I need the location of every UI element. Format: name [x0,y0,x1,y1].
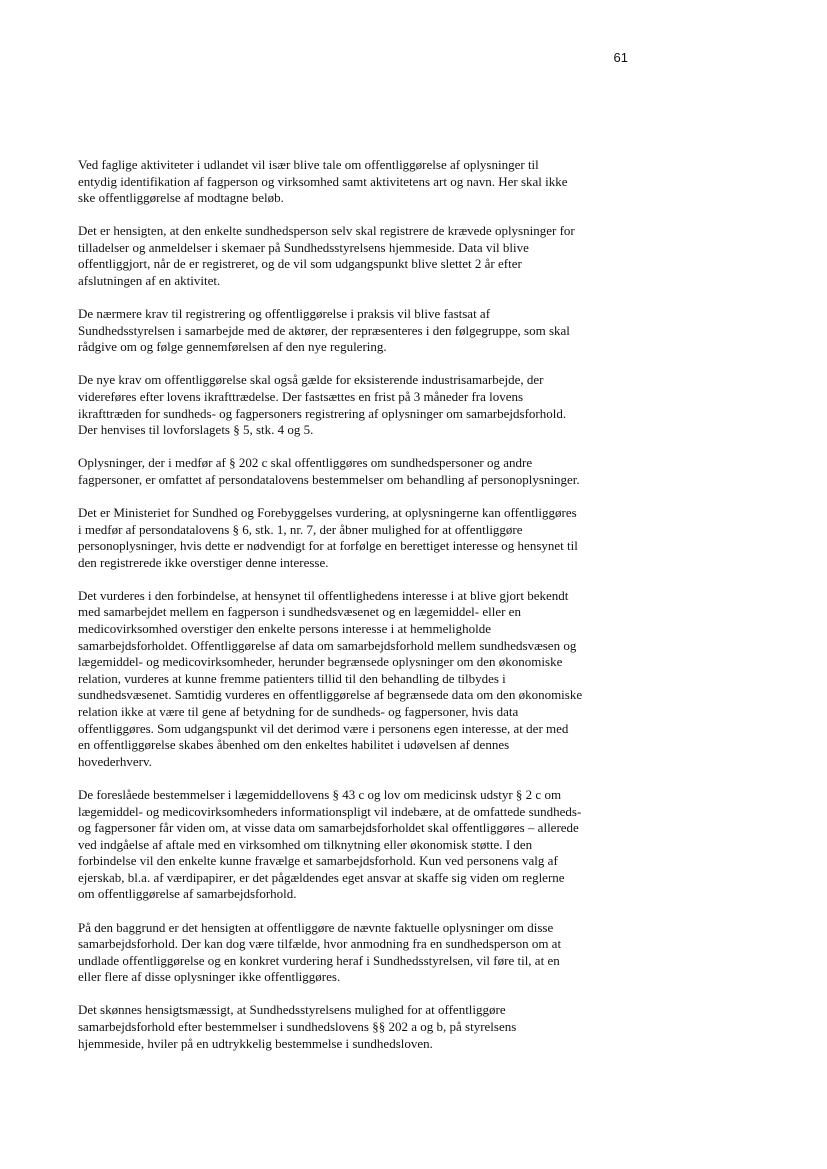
text-line: Det vurderes i den forbindelse, at hensynet til offentlighedens interesse i at blive gjort bekendt [78,587,569,603]
text-line: På den baggrund er det hensigten at offentliggøre de nævnte faktuelle oplysninger om disse [78,919,554,935]
text-line: sundhedsvæsenet. Samtidig vurderes en offentliggørelse af begrænsede data om den økonomiske [78,687,583,703]
text-line: relation, vurderes at kunne fremme patienters tillid til den behandling de tilbydes i [78,670,506,686]
text-line: samarbejdsforhold. Der kan dog være tilfælde, hvor anmodning fra en sundhedsperson om at [78,936,562,952]
text-line: rådgive om og følge gennemførelsen af den nye regulering. [78,339,387,355]
text-line: samarbejdsforhold efter bestemmelser i sundhedslovens §§ 202 a og b, på styrelsens [78,1019,517,1035]
paragraph-public-interest [78,588,620,771]
text-line: hjemmeside, hviler på en udtrykkelig bestemmelse i sundhedsloven. [78,1035,433,1051]
paragraph-self-registration [78,223,620,289]
page-number: 61 [613,50,628,65]
paragraph-background [78,920,620,986]
text-line: ved indgåelse af aftale med en virksomhed om tilknytning eller økonomisk støtte. I den [78,836,533,852]
paragraph-expedient [78,1002,620,1052]
text-line: lægemiddel- og medicovirksomheders informationspligt vil indebære, at de omfattede sundheds- [78,803,582,819]
text-line: forbindelse vil den enkelte kunne fravælge et samarbejdsforhold. Kun ved personens valg af [78,853,558,869]
text-line: afslutningen af en aktivitet. [78,273,221,289]
text-line: ikrafttræden for sundheds- og fagpersoners registrering af oplysninger om samarbejdsforhold. [78,405,567,421]
paragraph-personal-data-law [78,455,620,488]
text-line: Det er hensigten, at den enkelte sundhedsperson selv skal registrere de krævede oplysninger for [78,223,575,239]
text-line: ske offentliggørelse af modtagne beløb. [78,190,284,206]
text-line: De nærmere krav til registrering og offentliggørelse i praksis vil blive fastsat af [78,306,491,322]
paragraph-detailed-requirements [78,306,620,356]
text-line: eller flere af disse oplysninger ikke offentliggøres. [78,969,341,985]
paragraph-ministry-assessment [78,505,620,571]
text-line: personoplysninger, hvis dette er nødvendigt for at forfølge en berettiget interesse og hensynet til [78,538,578,554]
text-line: tilladelser og anmeldelser i skemaer på Sundhedsstyrelsens hjemmeside. Data vil blive [78,239,529,255]
text-line: offentliggjort, når de er registreret, og de vil som udgangspunkt blive slettet 2 år efter [78,256,522,272]
text-line: samarbejdsforholdet. Offentliggørelse af data om samarbejdsforhold mellem sundhedsvæsen og [78,637,577,653]
paragraph-proposed-provisions [78,787,620,903]
text-line: undlade offentliggørelse og en konkret vurdering heraf i Sundhedsstyrelsen, vil føre til, at en [78,952,560,968]
text-line: offentliggøres. Som udgangspunkt vil det derimod være i personens egen interesse, at der med [78,720,569,736]
text-line: fagpersoner, er omfattet af persondatalovens bestemmelser om behandling af personoplysninger. [78,471,580,487]
text-line: Sundhedsstyrelsen i samarbejde med de aktører, der repræsenteres i den følgegruppe, som skal [78,322,570,338]
text-line: Det skønnes hensigtsmæssigt, at Sundhedsstyrelsens mulighed for at offentliggøre [78,1002,506,1018]
text-line: Der henvises til lovforslagets § 5, stk. 4 og 5. [78,422,314,438]
text-line: relation ikke at være til gene af betydning for de sundheds- og fagpersoner, hvis data [78,704,519,720]
body-text [78,157,620,1069]
text-line: entydig identifikation af fagperson og virksomhed samt aktivitetens art og navn. Her skal ikke [78,173,568,189]
text-line: og fagpersoner får viden om, at visse data om samarbejdsforholdet skal offentliggøres – allerede [78,820,579,836]
text-line: den registrerede ikke overstiger denne interesse. [78,554,329,570]
paragraph-foreign-activities [78,157,620,207]
text-line: om offentliggørelse af samarbejdsforhold. [78,886,297,902]
text-line: hovederhverv. [78,753,152,769]
text-line: ejerskab, bl.a. af værdipapirer, er det pågældendes eget ansvar at skaffe sig viden om reglerne [78,869,565,885]
text-line: videreføres efter lovens ikrafttrædelse. Der fastsættes en frist på 3 måneder fra lovens [78,389,524,405]
text-line: en offentliggørelse skabes åbenhed om den enkeltes habilitet i udøvelsen af dennes [78,737,510,753]
text-line: Ved faglige aktiviteter i udlandet vil især blive tale om offentliggørelse af oplysninger til [78,157,539,172]
text-line: medicovirksomhed overstiger den enkelte persons interesse i at hemmeligholde [78,621,491,637]
text-line: De nye krav om offentliggørelse skal også gælde for eksisterende industrisamarbejde, der [78,372,544,388]
text-line: lægemiddel- og medicovirksomheder, herunder begrænsede oplysninger om den økonomiske [78,654,563,670]
text-line: Oplysninger, der i medfør af § 202 c skal offentliggøres om sundhedspersoner og andre [78,455,533,471]
text-line: med samarbejdet mellem en fagperson i sundhedsvæsenet og en lægemiddel- eller en [78,604,521,620]
text-line: De foreslåede bestemmelser i lægemiddellovens § 43 c og lov om medicinsk udstyr § 2 c om [78,786,562,802]
paragraph-existing-collaboration [78,372,620,438]
text-line: Det er Ministeriet for Sundhed og Forebyggelses vurdering, at oplysningerne kan offentliggøres [78,505,577,520]
text-line: i medfør af persondatalovens § 6, stk. 1, nr. 7, der åbner mulighed for at offentliggøre [78,521,523,537]
